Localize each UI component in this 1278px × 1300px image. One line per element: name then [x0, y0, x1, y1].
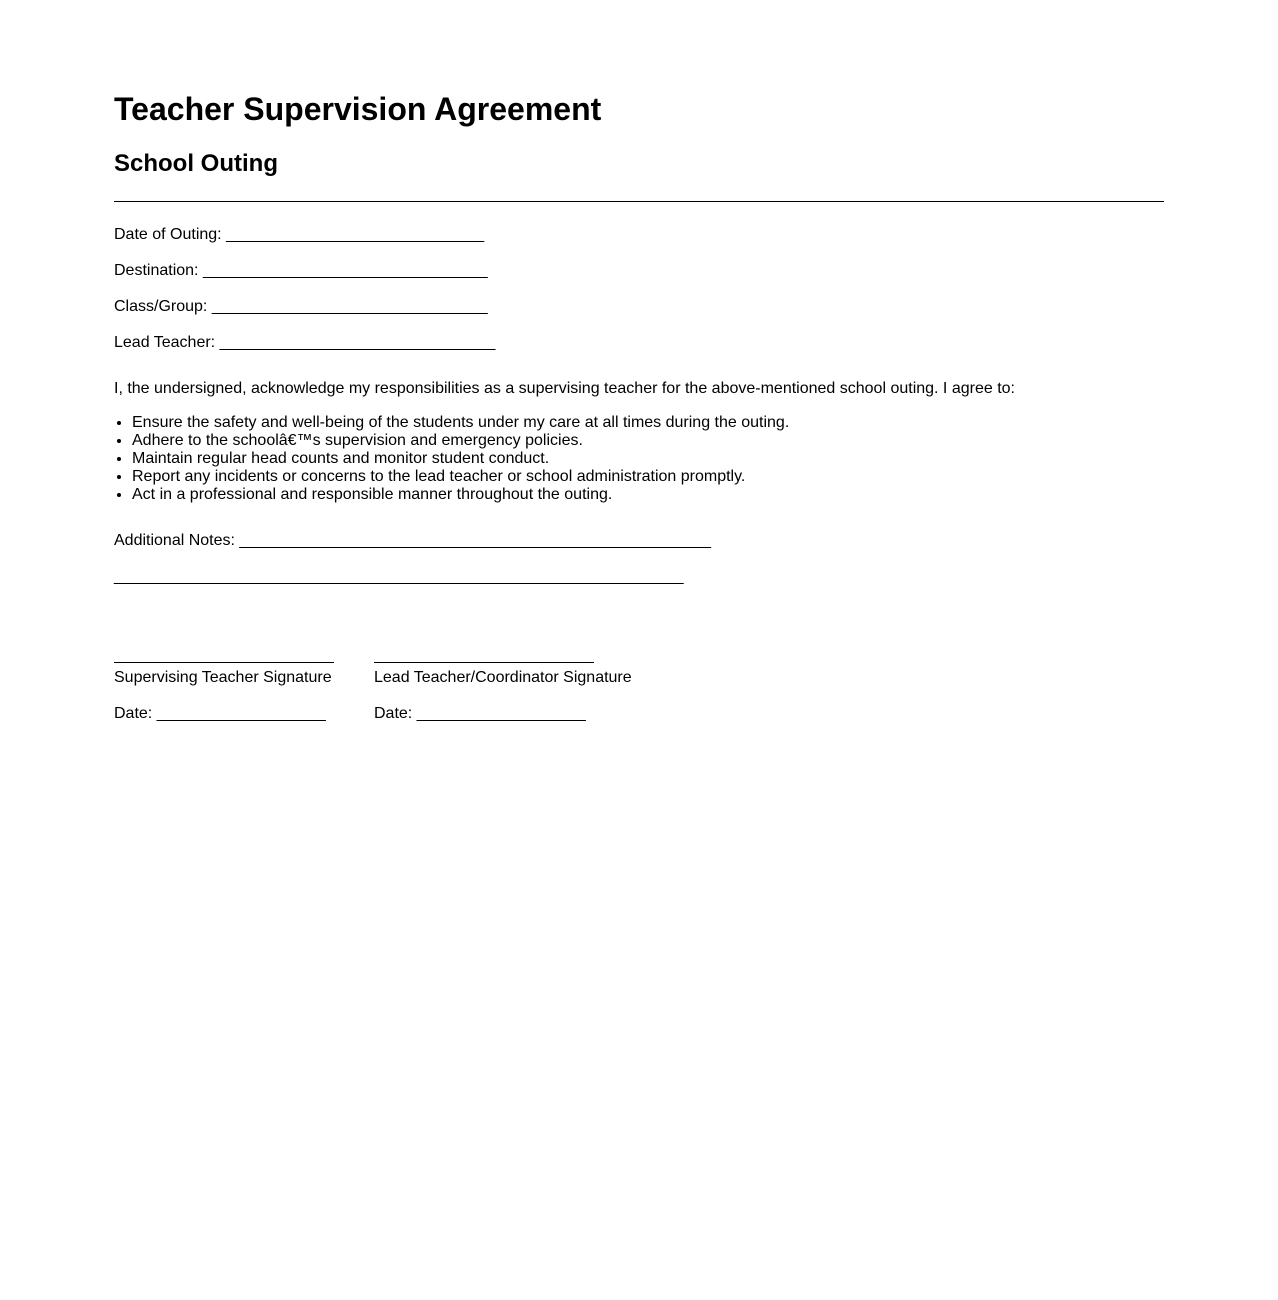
- agreement-item: • Act in a professional and responsible manner throughout the outing.: [132, 486, 789, 504]
- header-divider: [114, 201, 1164, 202]
- lead-teacher-date-field[interactable]: [374, 705, 586, 723]
- additional-notes-blank-2[interactable]: ________________________________________________________________: [114, 568, 684, 585]
- document-subtitle: School Outing: [114, 150, 278, 177]
- agreement-item: • Ensure the safety and well-being of the students under my care at all times during the outing.: [132, 414, 789, 432]
- field-destination[interactable]: [114, 262, 488, 280]
- destination-blank[interactable]: ________________________________: [202, 262, 488, 279]
- additional-notes-line-2[interactable]: [114, 568, 684, 586]
- supervising-teacher-signature-label: Supervising Teacher Signature: [114, 669, 332, 686]
- field-label: Additional Notes:: [114, 532, 235, 549]
- field-date-of-outing[interactable]: [114, 226, 484, 244]
- date-blank[interactable]: ___________________: [416, 705, 586, 722]
- lead-teacher-signature-line[interactable]: [374, 662, 594, 663]
- supervising-teacher-signature-line[interactable]: [114, 662, 334, 663]
- date-label: Date:: [374, 705, 413, 722]
- lead-teacher-signature-label: Lead Teacher/Coordinator Signature: [374, 669, 632, 686]
- field-lead-teacher[interactable]: [114, 334, 495, 352]
- document-title: Teacher Supervision Agreement: [114, 91, 602, 127]
- agreement-intro: I, the undersigned, acknowledge my responsibilities as a supervising teacher for the above-mentioned school outing. I agree to:: [114, 380, 1015, 397]
- field-class-group[interactable]: [114, 298, 488, 316]
- field-label: Destination:: [114, 262, 199, 279]
- supervising-teacher-date-field[interactable]: [114, 705, 326, 723]
- date-blank[interactable]: ___________________: [156, 705, 326, 722]
- class-group-blank[interactable]: _______________________________: [211, 298, 488, 315]
- agreement-item: • Adhere to the schoolâ€™s supervision and emergency policies.: [132, 432, 789, 450]
- field-additional-notes[interactable]: [114, 532, 711, 550]
- date-of-outing-blank[interactable]: _____________________________: [226, 226, 485, 243]
- date-label: Date:: [114, 705, 153, 722]
- field-label: Date of Outing:: [114, 226, 222, 243]
- field-label: Lead Teacher:: [114, 334, 216, 351]
- agreement-item: • Report any incidents or concerns to the lead teacher or school administration promptly.: [132, 468, 789, 486]
- agreement-list: [114, 414, 789, 504]
- additional-notes-blank-1[interactable]: _____________________________________________________: [239, 532, 712, 549]
- lead-teacher-blank[interactable]: _______________________________: [219, 334, 496, 351]
- agreement-item: • Maintain regular head counts and monitor student conduct.: [132, 450, 789, 468]
- field-label: Class/Group:: [114, 298, 208, 315]
